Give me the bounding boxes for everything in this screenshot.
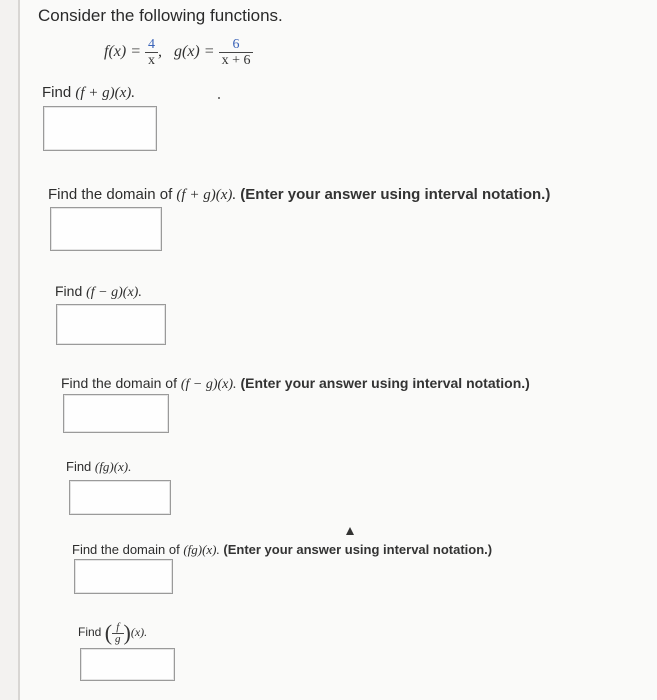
mouse-cursor-icon (346, 527, 354, 535)
answer-input-5[interactable] (69, 480, 171, 515)
f-fraction: $\frac{4}{x}$ (145, 37, 158, 68)
question-2: Find the domain of (f + g)(x). (Enter your answer using interval notation.) (48, 186, 551, 203)
stray-dot (218, 97, 220, 99)
question-3: Find (f − g)(x). (55, 283, 142, 300)
question-card (18, 0, 657, 700)
f-label: f(x) = (104, 43, 141, 61)
answer-field-7[interactable] (81, 649, 174, 680)
answer-input-3[interactable] (56, 304, 166, 345)
answer-field-6[interactable] (75, 560, 172, 593)
question-5: Find (fg)(x). (66, 459, 132, 474)
answer-field-1[interactable] (44, 107, 156, 150)
f-over-g-fraction: $\frac{f}{g}$ (112, 622, 124, 645)
g-fraction: $\frac{6}{x + 6}$ (219, 37, 254, 68)
answer-field-3[interactable] (57, 305, 165, 344)
answer-input-4[interactable] (63, 394, 169, 433)
question-6: Find the domain of (fg)(x). (Enter your answer using interval notation.) (72, 542, 493, 557)
answer-input-6[interactable] (74, 559, 173, 594)
intro-text: Consider the following functions. (38, 6, 283, 25)
answer-input-1[interactable] (43, 106, 157, 151)
answer-field-2[interactable] (51, 208, 161, 250)
question-4: Find the domain of (f − g)(x). (Enter your answer using interval notation.) (61, 375, 530, 392)
answer-input-2[interactable] (50, 207, 162, 251)
function-definitions: f(x) = $\frac{4}{x}$ , g(x) = $\frac{6}{x + 6}$ (104, 37, 253, 68)
answer-input-7[interactable] (80, 648, 175, 681)
g-label: g(x) = (174, 43, 215, 61)
answer-field-5[interactable] (70, 481, 170, 514)
question-7: Find ( $\frac{f}{g}$ )(x). (78, 620, 148, 645)
answer-field-4[interactable] (64, 395, 168, 432)
question-1: Find (f + g)(x). (42, 84, 136, 101)
